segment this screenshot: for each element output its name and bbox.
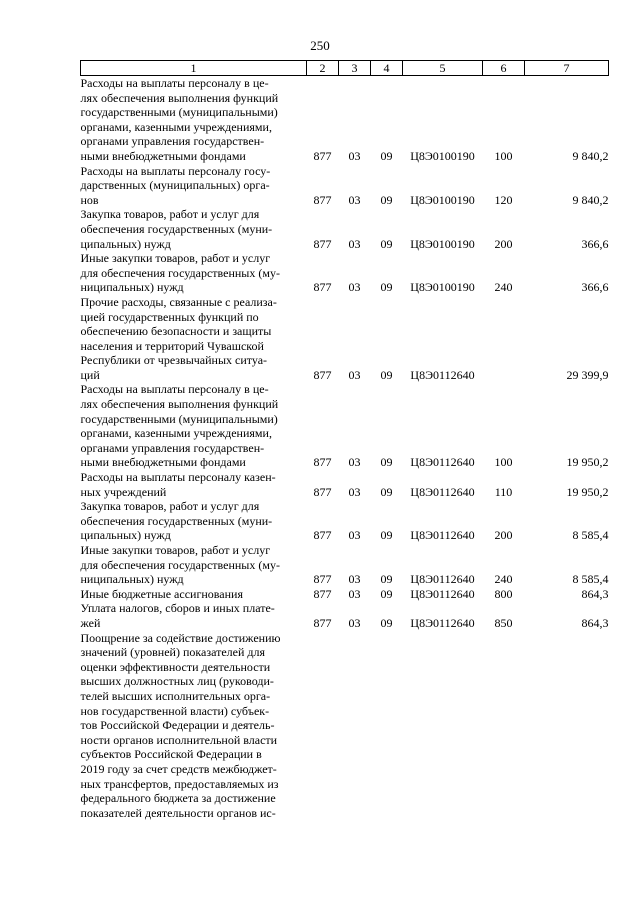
section-code-cell: 03 xyxy=(348,236,361,251)
row-name-line: Иные закупки товаров, работ и услуг xyxy=(80,251,271,266)
row-name-line: обеспечения государственных (муни- xyxy=(80,221,273,236)
subsection-code-cell: 09 xyxy=(380,236,393,251)
section-code-cell xyxy=(339,631,371,821)
ministry-code-cell: 877 xyxy=(313,615,332,630)
header-cell-ministry: 2 xyxy=(307,61,339,76)
section-code-cell: 03 xyxy=(348,484,361,499)
target-item-cell: Ц8Э0100190 xyxy=(410,192,475,207)
row-name-cell xyxy=(81,470,307,499)
table-row xyxy=(81,631,609,821)
header-cell-name: 1 xyxy=(81,61,307,76)
expense-type-cell: 110 xyxy=(494,484,513,499)
table-row xyxy=(81,601,609,630)
subsection-code-cell: 09 xyxy=(380,148,393,163)
row-name-line: органами управления государствен- xyxy=(80,134,265,149)
subsection-code-cell: 09 xyxy=(380,280,393,295)
row-name-line: органами управления государствен- xyxy=(80,440,265,455)
section-code-cell: 03 xyxy=(348,148,361,163)
table-row xyxy=(81,470,609,499)
subsection-code-cell: 09 xyxy=(380,192,393,207)
amount-cell: 366,6 xyxy=(581,236,609,251)
amount-cell: 19 950,2 xyxy=(566,484,609,499)
row-name-line: Уплата налогов, сборов и иных плате- xyxy=(80,601,275,616)
table-row xyxy=(81,587,609,602)
row-name-line: Закупка товаров, работ и услуг для xyxy=(80,499,260,514)
amount-cell: 9 840,2 xyxy=(572,192,609,207)
target-item-cell: Ц8Э0112640 xyxy=(410,572,475,587)
amount-cell: 8 585,4 xyxy=(572,528,609,543)
target-item-cell: Ц8Э0112640 xyxy=(410,484,475,499)
expense-type-cell: 800 xyxy=(494,586,513,601)
budget-table xyxy=(80,60,609,820)
table-row xyxy=(81,164,609,208)
target-item-cell: Ц8Э0112640 xyxy=(410,528,475,543)
table-row xyxy=(81,207,609,251)
amount-cell: 864,3 xyxy=(581,586,609,601)
row-name-line: Иные закупки товаров, работ и услуг xyxy=(80,543,271,557)
amount-cell: 29 399,9 xyxy=(566,367,609,382)
row-name-line: тов Российской Федерации и деятель- xyxy=(80,718,275,733)
amount-cell: 9 840,2 xyxy=(572,148,609,163)
section-code-cell: 03 xyxy=(348,455,361,470)
header-cell-target-item: 5 xyxy=(403,61,483,76)
row-name-line: для обеспечения государственных (му- xyxy=(80,557,280,572)
target-item-cell: Ц8Э0100190 xyxy=(410,236,475,251)
table-row xyxy=(81,543,609,587)
row-name-line: для обеспечения государственных (му- xyxy=(80,265,280,280)
row-name-line: органами, казенными учреждениями, xyxy=(80,119,272,134)
section-code-cell: 03 xyxy=(348,280,361,295)
target-item-cell: Ц8Э0112640 xyxy=(410,586,475,601)
ministry-code-cell: 877 xyxy=(313,280,332,295)
row-name-cell xyxy=(81,601,307,630)
table-header-row xyxy=(81,61,609,76)
table-row xyxy=(81,251,609,295)
row-name-line: Расходы на выплаты персоналу в це- xyxy=(80,382,269,397)
row-name-line: ципальных) нужд xyxy=(80,236,171,251)
row-name-line: показателей деятельности органов ис- xyxy=(80,805,276,820)
row-name-line: лях обеспечения выполнения функций xyxy=(80,397,279,412)
ministry-code-cell: 877 xyxy=(313,455,332,470)
expense-type-cell: 120 xyxy=(494,192,513,207)
row-name-line: нов xyxy=(80,192,99,207)
section-code-cell: 03 xyxy=(348,367,361,382)
amount-cell: 8 585,4 xyxy=(572,572,609,587)
row-name-line: оценки эффективности деятельности xyxy=(80,659,271,674)
row-name-line: федерального бюджета за достижение xyxy=(80,791,276,806)
row-name-line: обеспечения государственных (муни- xyxy=(80,513,273,528)
row-name-line: Расходы на выплаты персоналу госу- xyxy=(80,163,271,178)
row-name-line: ными внебюджетными фондами xyxy=(80,148,246,163)
ministry-code-cell: 877 xyxy=(313,367,332,382)
expense-type-cell: 200 xyxy=(494,236,513,251)
row-name-cell xyxy=(81,382,307,470)
row-name-cell xyxy=(81,164,307,208)
row-name-line: ных трансфертов, предоставляемых из xyxy=(80,776,279,791)
amount-cell: 366,6 xyxy=(581,280,609,295)
section-code-cell: 03 xyxy=(348,572,361,587)
expense-type-cell: 100 xyxy=(494,148,513,163)
row-name-line: ных учреждений xyxy=(80,484,167,499)
expense-type-cell: 240 xyxy=(494,572,513,587)
row-name-line: телей высших исполнительных орга- xyxy=(80,688,271,703)
row-name-line: ности органов исполнительной власти xyxy=(80,732,278,747)
row-name-line: ципальных) нужд xyxy=(80,528,171,543)
header-cell-amount: 7 xyxy=(525,61,609,76)
row-name-line: дарственных (муниципальных) орга- xyxy=(80,178,270,193)
target-item-cell xyxy=(403,631,483,821)
row-name-line: Расходы на выплаты персоналу в це- xyxy=(80,76,269,90)
row-name-cell xyxy=(81,251,307,295)
target-item-cell: Ц8Э0100190 xyxy=(410,148,475,163)
row-name-line: Республики от чрезвычайных ситуа- xyxy=(80,353,268,368)
row-name-line: цией государственных функций по xyxy=(80,309,259,324)
row-name-line: ными внебюджетными фондами xyxy=(80,455,246,470)
row-name-line: нов государственной власти) субъек- xyxy=(80,703,270,718)
subsection-code-cell: 09 xyxy=(380,528,393,543)
row-name-line: ниципальных) нужд xyxy=(80,572,184,587)
table-row xyxy=(81,76,609,164)
row-name-line: ниципальных) нужд xyxy=(80,280,184,295)
row-name-cell xyxy=(81,295,307,383)
row-name-line: Закупка товаров, работ и услуг для xyxy=(80,207,260,222)
row-name-line: Прочие расходы, связанные с реализа- xyxy=(80,294,277,309)
subsection-code-cell: 09 xyxy=(380,367,393,382)
section-code-cell: 03 xyxy=(348,615,361,630)
header-cell-section: 3 xyxy=(339,61,371,76)
ministry-code-cell: 877 xyxy=(313,572,332,587)
expense-type-cell: 100 xyxy=(494,455,513,470)
ministry-code-cell xyxy=(307,631,339,821)
subsection-code-cell: 09 xyxy=(380,455,393,470)
table-row xyxy=(81,295,609,383)
ministry-code-cell: 877 xyxy=(313,484,332,499)
section-code-cell: 03 xyxy=(348,192,361,207)
row-name-line: Расходы на выплаты персоналу казен- xyxy=(80,470,276,485)
row-name-cell xyxy=(81,207,307,251)
row-name-line: жей xyxy=(80,615,101,630)
row-name-cell xyxy=(81,543,307,587)
header-cell-subsection: 4 xyxy=(371,61,403,76)
ministry-code-cell: 877 xyxy=(313,192,332,207)
page-number: 250 xyxy=(310,38,330,53)
ministry-code-cell: 877 xyxy=(313,528,332,543)
ministry-code-cell: 877 xyxy=(313,148,332,163)
row-name-line: субъектов Российской Федерации в xyxy=(80,747,262,762)
row-name-line: Поощрение за содействие достижению xyxy=(80,630,281,645)
target-item-cell: Ц8Э0112640 xyxy=(410,367,475,382)
target-item-cell: Ц8Э0112640 xyxy=(410,615,475,630)
row-name-line: Иные бюджетные ассигнования xyxy=(80,586,243,601)
amount-cell: 864,3 xyxy=(581,615,609,630)
ministry-code-cell: 877 xyxy=(313,586,332,601)
subsection-code-cell: 09 xyxy=(380,484,393,499)
row-name-line: значений (уровней) показателей для xyxy=(80,645,266,660)
row-name-cell xyxy=(81,76,307,164)
table-row xyxy=(81,382,609,470)
expense-type-cell xyxy=(483,631,525,821)
subsection-code-cell: 09 xyxy=(380,615,393,630)
section-code-cell: 03 xyxy=(348,586,361,601)
expense-type-cell: 850 xyxy=(494,615,513,630)
row-name-line: 2019 году за счет средств межбюджет- xyxy=(80,761,277,776)
expense-type-cell: 200 xyxy=(494,528,513,543)
target-item-cell: Ц8Э0112640 xyxy=(410,455,475,470)
subsection-code-cell xyxy=(371,631,403,821)
row-name-cell xyxy=(81,499,307,543)
row-name-line: органами, казенными учреждениями, xyxy=(80,426,272,441)
ministry-code-cell: 877 xyxy=(313,236,332,251)
row-name-line: населения и территорий Чувашской xyxy=(80,338,264,353)
expense-type-cell: 240 xyxy=(494,280,513,295)
section-code-cell: 03 xyxy=(348,528,361,543)
row-name-cell xyxy=(81,631,307,821)
row-name-line: лях обеспечения выполнения функций xyxy=(80,90,279,105)
amount-cell: 19 950,2 xyxy=(566,455,609,470)
amount-cell xyxy=(525,631,609,821)
row-name-line: высших должностных лиц (руководи- xyxy=(80,674,274,689)
expense-type-cell xyxy=(483,295,525,383)
row-name-line: государственными (муниципальными) xyxy=(80,105,278,120)
subsection-code-cell: 09 xyxy=(380,572,393,587)
subsection-code-cell: 09 xyxy=(380,586,393,601)
row-name-line: обеспечению безопасности и защиты xyxy=(80,324,272,339)
header-cell-expense-type: 6 xyxy=(483,61,525,76)
target-item-cell: Ц8Э0100190 xyxy=(410,280,475,295)
table-row xyxy=(81,499,609,543)
row-name-line: государственными (муниципальными) xyxy=(80,411,278,426)
row-name-line: ций xyxy=(80,367,100,382)
row-name-cell xyxy=(81,587,307,602)
